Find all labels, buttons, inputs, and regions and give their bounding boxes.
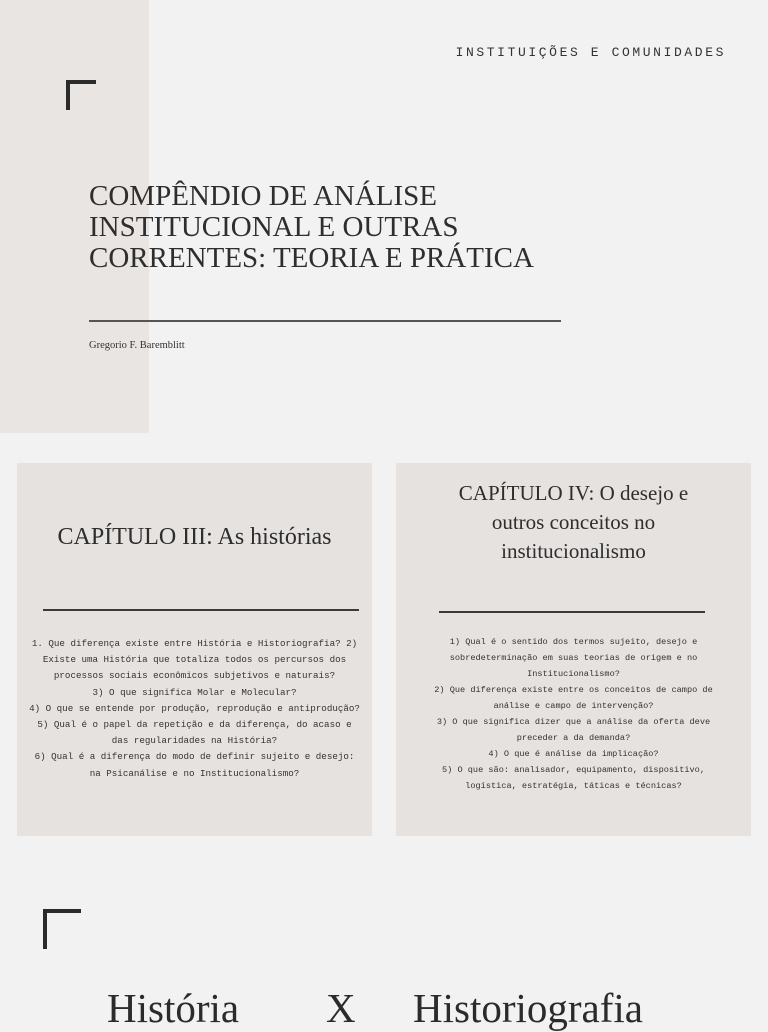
question-item: 4) O que se entende por produção, reprodução e antiprodução?	[29, 702, 360, 714]
question-item: 6) Qual é a diferença do modo de definir sujeito e desejo: na Psicanálise e no Institucionalismo?	[34, 751, 355, 779]
section-heading-left: História	[107, 985, 240, 1031]
chapter-card-3	[17, 463, 372, 836]
chapter-title: CAPÍTULO III: As histórias	[57, 524, 332, 550]
chapter-divider	[43, 609, 359, 611]
author-name: Gregorio F. Baremblitt	[89, 340, 185, 351]
corner-bracket-icon	[43, 909, 81, 949]
chapter-card-4	[396, 463, 751, 836]
header-label: INSTITUIÇÕES E COMUNIDADES	[455, 45, 726, 60]
question-item: 5) O que são: analisador, equipamento, dispositivo, logística, estratégia, táticas e técnicas?	[441, 765, 705, 791]
document-title: COMPÊNDIO DE ANÁLISE INSTITUCIONAL E OUTRAS CORRENTES: TEORIA E PRÁTICA	[89, 180, 534, 274]
corner-bracket-icon	[66, 80, 96, 110]
question-item: 3) O que significa dizer que a análise da oferta deve preceder a da demanda?	[436, 717, 711, 743]
chapter-title: CAPÍTULO IV: O desejo e outros conceitos no institucionalismo	[458, 481, 689, 563]
question-item: 2) Que diferença existe entre os conceitos de campo de análise e campo de intervenção?	[434, 685, 713, 711]
title-divider	[89, 320, 561, 322]
question-item: 4) O que é análise da implicação?	[488, 749, 659, 759]
chapter-divider	[439, 611, 705, 613]
chapter-questions	[17, 636, 372, 782]
question-item: 1) Qual é o sentido dos termos sujeito, desejo e sobredeterminação em suas teorias de origem e no Institucionalismo?	[449, 637, 698, 679]
section-heading-separator: X	[326, 985, 356, 1031]
question-item: 3) O que significa Molar e Molecular?	[92, 686, 297, 698]
section-heading-right: Historiografia	[413, 985, 643, 1031]
question-item: 1. Que diferença existe entre História e Historiografia? 2) Existe uma História que totaliza todos os percursos dos processos sociais econômicos subjetivos e naturais?	[31, 638, 358, 682]
chapter-questions	[396, 634, 751, 794]
question-item: 5) Qual é o papel da repetição e da diferença, do acaso e das regularidades na História?	[37, 719, 352, 747]
